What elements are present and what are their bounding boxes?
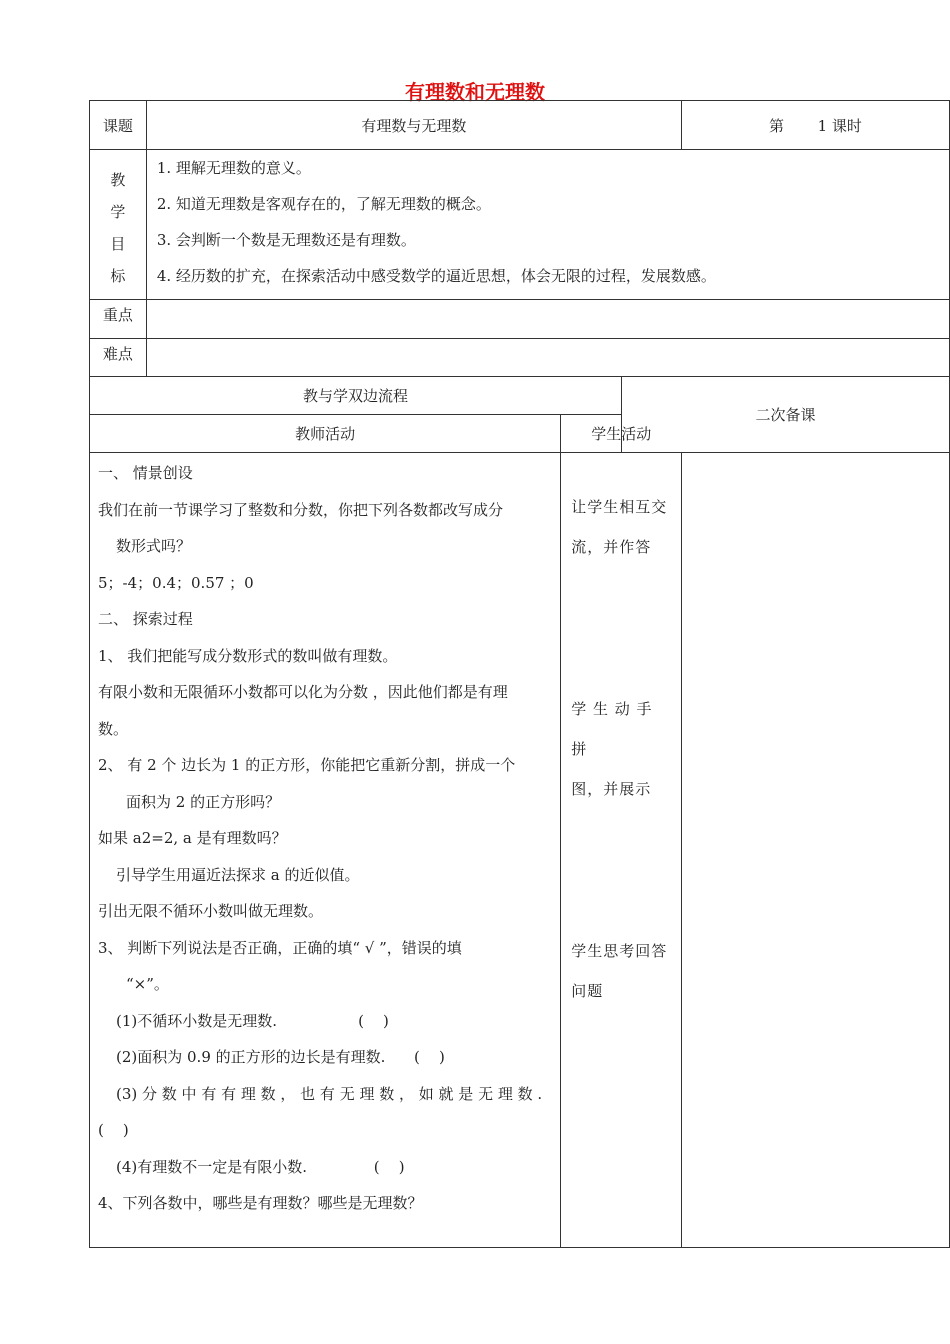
teacher-line: 面积为 2 的正方形吗？: [126, 792, 281, 811]
goals-label-char: 学: [110, 203, 126, 221]
teacher-line: 如果 a2=2, a 是有理数吗？: [98, 829, 287, 847]
student-line: 流，并作答: [571, 538, 652, 556]
goals-label-char: 目: [110, 235, 126, 253]
backup-header: 二次备课: [622, 377, 950, 453]
teacher-line: “×”。: [126, 975, 169, 993]
difficulty-label: 难点: [90, 339, 147, 377]
teacher-line: (1)不循环小数是无理数. ( ): [116, 1011, 389, 1030]
goals-label-char: 教: [110, 171, 126, 189]
teacher-line: 二、 探索过程: [98, 610, 193, 628]
student-header: 学生活动: [561, 415, 682, 453]
goal-item: 2. 知道无理数是客观存在的，了解无理数的概念。: [156, 195, 491, 213]
goals-label: [90, 150, 147, 300]
goals-label-char: 标: [110, 267, 126, 285]
teacher-line: 2、 有 2 个 边长为 1 的正方形，你能把它重新分割，拼成一个: [98, 756, 516, 774]
teacher-line: 数。: [98, 719, 129, 738]
teacher-activity: [90, 453, 561, 1248]
teacher-line: ( ): [98, 1121, 129, 1139]
difficulty-value: [146, 339, 949, 377]
teacher-line: 一、 情景创设: [98, 464, 193, 482]
teacher-line: 我们在前一节课学习了整数和分数，你把下列各数都改写成分: [98, 500, 504, 519]
goal-item: 4. 经历数的扩充，在探索活动中感受数学的逼近思想，体会无限的过程，发展数感。: [156, 267, 716, 285]
teacher-line: 引导学生用逼近法探求 a 的近似值。: [116, 865, 360, 884]
document-title: 有理数和无理数: [405, 80, 545, 104]
flow-header: 教与学双边流程: [90, 377, 622, 415]
teacher-line: (3) 分 数 中 有 有 理 数 ， 也 有 无 理 数 ， 如 就 是 无 理 数 .: [116, 1084, 543, 1103]
teacher-line: 数形式吗？: [116, 537, 192, 555]
goal-item: 3. 会判断一个数是无理数还是有理数。: [156, 231, 416, 249]
lesson-count: [681, 101, 949, 150]
lesson-plan-table: [89, 100, 950, 1248]
teacher-line: 有限小数和无限循环小数都可以化为分数 ，因此他们都是有理: [98, 683, 508, 701]
student-line: 让学生相互交: [571, 498, 668, 516]
teacher-line: 4、下列各数中，哪些是有理数？哪些是无理数？: [98, 1194, 423, 1212]
lesson-prefix: 第: [768, 116, 784, 135]
teacher-line: 1、 我们把能写成分数形式的数叫做有理数。: [98, 646, 398, 665]
lesson-suffix: 课时: [831, 116, 862, 135]
student-line: 学 生 动 手 拼: [571, 700, 653, 758]
key-point-value: [146, 300, 949, 339]
teacher-line: 3、 判断下列说法是否正确，正确的填“ √ ”，错误的填: [98, 938, 462, 957]
student-line: 图，并展示: [571, 780, 652, 798]
teacher-line: (2)面积为 0.9 的正方形的边长是有理数. ( ): [116, 1048, 445, 1066]
topic-label: 课题: [90, 101, 147, 150]
teacher-line: 引出无限不循环小数叫做无理数。: [98, 902, 324, 920]
student-line: 学生思考回答: [571, 942, 668, 960]
topic-value: 有理数与无理数: [146, 101, 681, 150]
goals-list: [146, 150, 949, 300]
lesson-number: 1: [817, 116, 828, 135]
key-point-label: 重点: [90, 300, 147, 339]
student-activity: [561, 453, 682, 1248]
backup-notes: [681, 453, 949, 1248]
teacher-line: (4)有理数不一定是有限小数. ( ): [116, 1157, 405, 1176]
student-line: 问题: [571, 982, 604, 1000]
teacher-line: 5；-4；0.4；0.57 ；0: [98, 573, 254, 592]
goal-item: 1. 理解无理数的意义。: [156, 159, 311, 177]
teacher-header: 教师活动: [90, 415, 561, 453]
